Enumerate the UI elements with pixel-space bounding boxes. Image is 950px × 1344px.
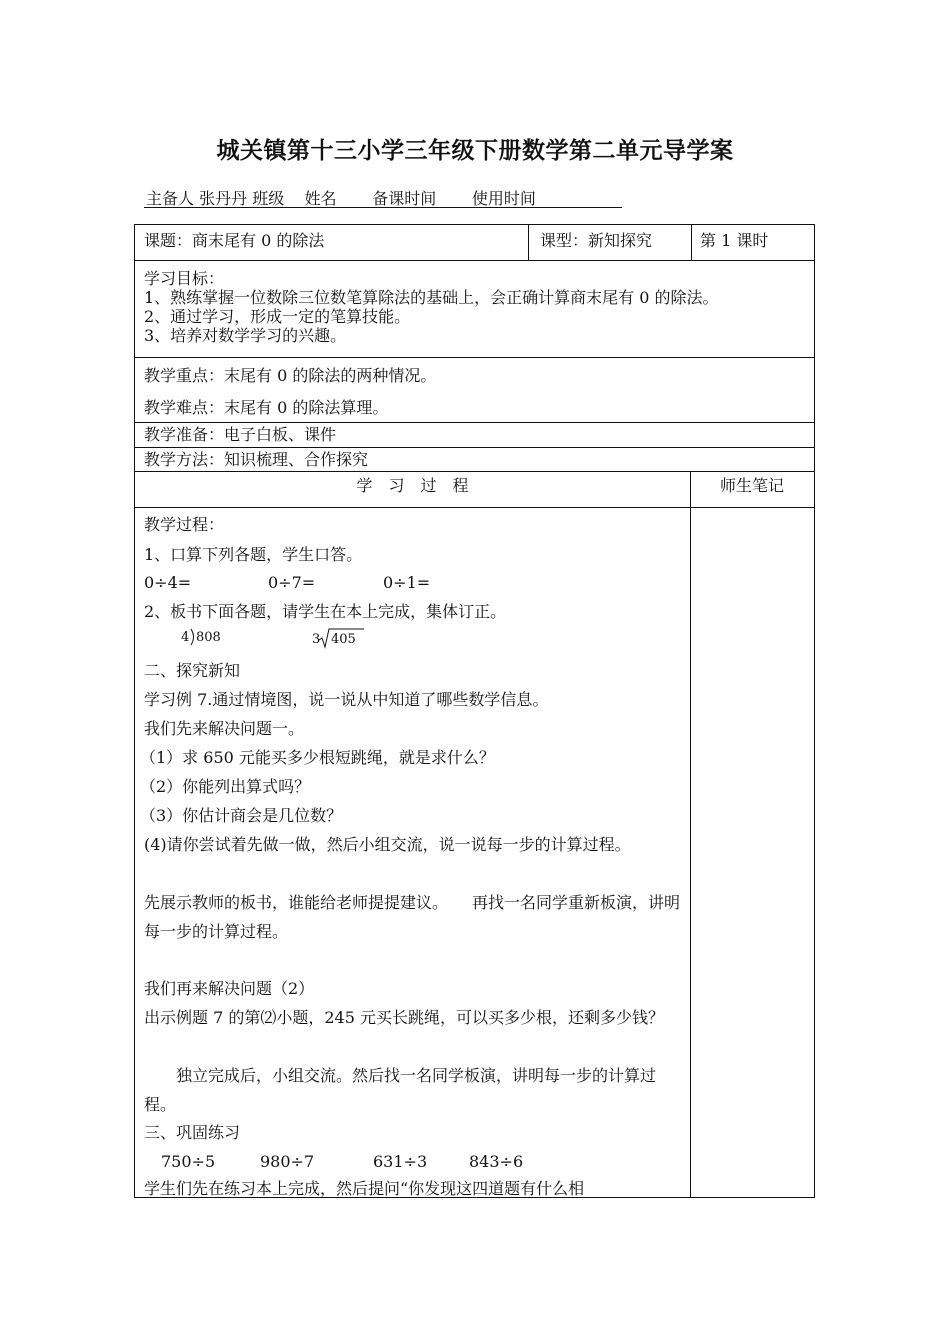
preparation: 教学准备：电子白板、课件 xyxy=(144,425,337,444)
class-label: 班级 xyxy=(252,189,285,208)
meta-line xyxy=(146,186,536,209)
oral-item: 0÷1= xyxy=(383,573,431,592)
lesson-topic: 课题：商末尾有 0 的除法 xyxy=(144,231,325,250)
practice-item: 631÷3 xyxy=(373,1152,428,1171)
goals-heading: 学习目标： xyxy=(144,269,225,288)
example-7: 学习例 7.通过情境图，说一说从中知道了哪些数学信息。 xyxy=(144,690,549,709)
closing-line: 学生们先在练习本上完成，然后提问“你发现这四道题有什么相 xyxy=(144,1179,585,1198)
preparer-name: 张丹丹 xyxy=(199,189,248,208)
meta-underline xyxy=(144,207,622,208)
show-board: 先展示教师的板书，谁能给老师提提建议。 再找一名同学重新板演，讲明每一步的计算过程。 xyxy=(144,893,681,941)
step-2: 2、板书下面各题，请学生在本上完成，集体订正。 xyxy=(144,602,507,621)
goal-item: 2、通过学习，形成一定的笔算技能。 xyxy=(144,307,411,326)
process-header: 学 习 过 程 xyxy=(356,476,469,495)
difficulty: 教学难点：末尾有 0 的除法算理。 xyxy=(144,398,389,417)
dividend: 405 xyxy=(331,632,356,647)
page-title: 城关镇第十三小学三年级下册数学第二单元导学案 xyxy=(216,137,734,164)
long-division xyxy=(312,627,372,647)
question-4: (4)请你尝试着先做一做，然后小组交流，说一说每一步的计算过程。 xyxy=(144,835,631,854)
notes-header: 师生笔记 xyxy=(719,476,784,495)
long-division xyxy=(181,627,241,647)
question-3: （3）你估计商会是几位数？ xyxy=(140,806,343,825)
dividend: 808 xyxy=(196,630,221,645)
divider xyxy=(690,471,691,1198)
method: 教学方法：知识梳理、合作探究 xyxy=(144,450,369,469)
oral-item: 0÷7= xyxy=(268,573,316,592)
lesson-type: 课型：新知探究 xyxy=(540,231,653,250)
step-1: 1、口算下列各题，学生口答。 xyxy=(144,545,363,564)
use-time-label: 使用时间 xyxy=(471,189,536,208)
divider xyxy=(135,447,814,448)
key-point: 教学重点：末尾有 0 的除法的两种情况。 xyxy=(144,366,437,385)
question-1: （1）求 650 元能买多少根短跳绳，就是求什么？ xyxy=(140,748,495,767)
prep-time-label: 备课时间 xyxy=(372,189,437,208)
example-7-part-2: 出示例题 7 的第⑵小题，245 元买长跳绳，可以买多少根，还剩多少钱？ xyxy=(144,1008,664,1027)
name-label: 姓名 xyxy=(304,189,337,208)
practice-item: 843÷6 xyxy=(469,1152,524,1171)
divider xyxy=(135,507,814,508)
oral-item: 0÷4= xyxy=(144,573,192,592)
divider xyxy=(135,260,814,261)
process-heading: 教学过程： xyxy=(144,515,225,534)
practice-item: 750÷5 xyxy=(161,1152,216,1171)
section-2: 二、探究新知 xyxy=(144,661,241,680)
independent-work: 独立完成后，小组交流。然后找一名同学板演，讲明每一步的计算过程。 xyxy=(144,1066,657,1114)
lesson-period: 第 1 课时 xyxy=(700,231,769,250)
divisor: 3 xyxy=(312,632,321,647)
goal-item: 1、熟练掌握一位数除三位数笔算除法的基础上，会正确计算商末尾有 0 的除法。 xyxy=(144,288,719,307)
practice-item: 980÷7 xyxy=(260,1152,315,1171)
question-2: （2）你能列出算式吗？ xyxy=(140,777,311,796)
divider xyxy=(135,357,814,358)
section-3: 三、巩固练习 xyxy=(144,1123,241,1142)
goal-item: 3、培养对数学学习的兴趣。 xyxy=(144,326,347,345)
problem-2: 我们再来解决问题（2） xyxy=(144,979,315,998)
divider xyxy=(135,471,814,472)
preparer-label: 主备人 xyxy=(146,189,195,208)
divisor: 4 xyxy=(181,630,190,645)
problem-1: 我们先来解决问题一。 xyxy=(144,719,305,738)
lesson-table xyxy=(134,224,815,1198)
divider xyxy=(691,225,692,260)
divider xyxy=(528,225,529,260)
divider xyxy=(135,422,814,423)
